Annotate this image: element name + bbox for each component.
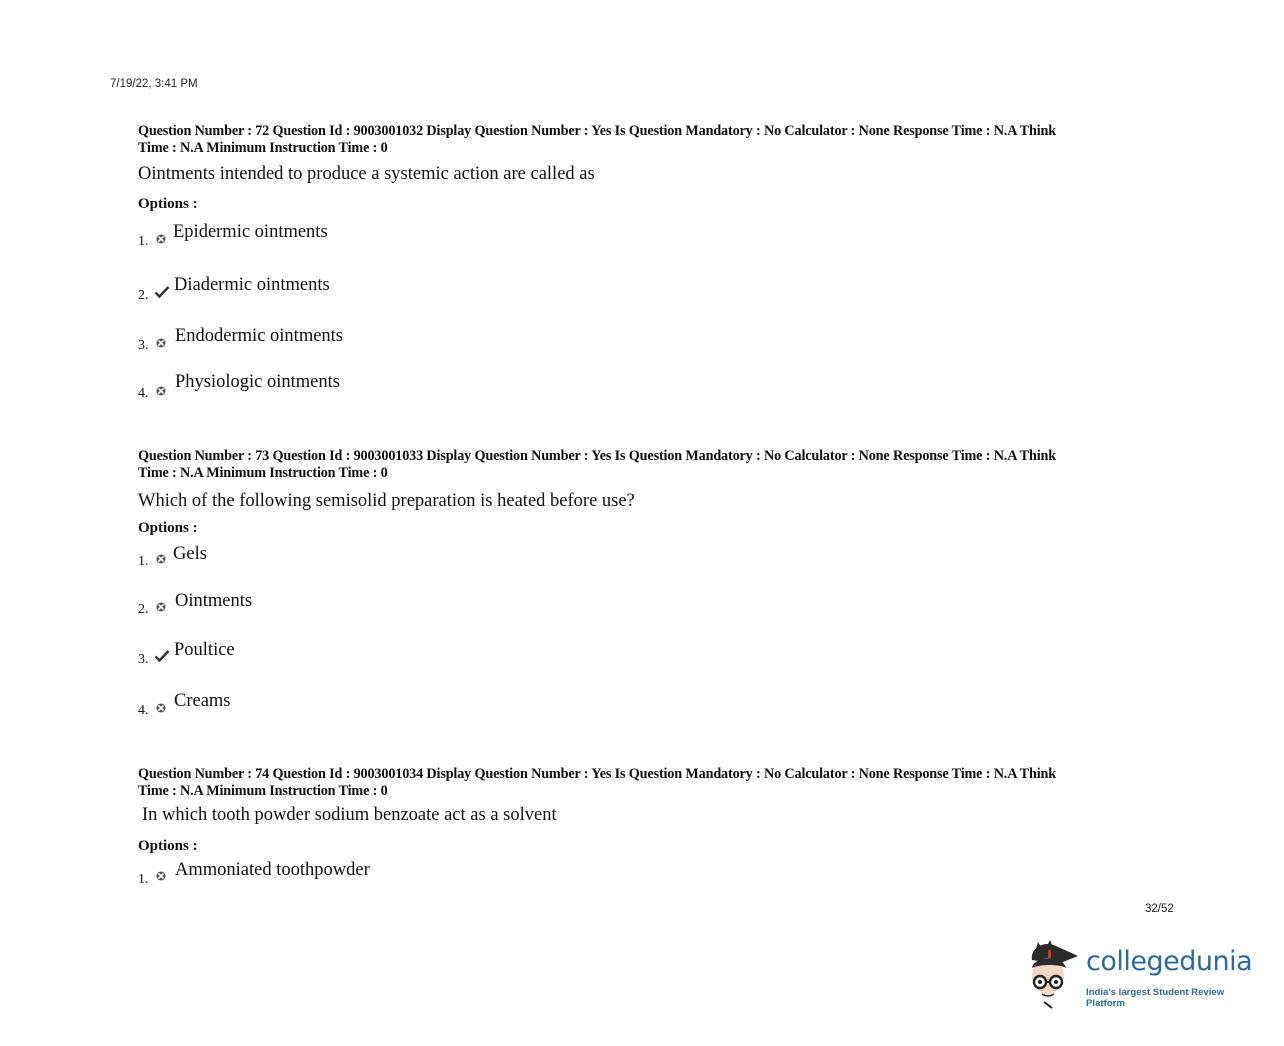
- cross-icon: [154, 869, 168, 883]
- option-text: Endodermic ointments: [175, 326, 344, 346]
- cross-icon: [154, 384, 168, 398]
- option-text: Epidermic ointments: [173, 222, 328, 242]
- option-number: 4.: [138, 703, 149, 718]
- cross-icon: [154, 336, 168, 350]
- question-header: [138, 448, 1153, 482]
- question-text: Ointments intended to produce a systemic action are called as: [138, 164, 595, 184]
- cross-icon: [154, 701, 168, 715]
- option-text: Ammoniated toothpowder: [175, 860, 370, 880]
- question-block: [138, 448, 1153, 728]
- print-timestamp: 7/19/22, 3:41 PM: [110, 78, 198, 90]
- options-label: Options :: [138, 520, 198, 536]
- option-number: 2.: [138, 288, 149, 303]
- options-label: Options :: [138, 196, 198, 212]
- mascot-icon: [1024, 938, 1084, 1010]
- option-text: Ointments: [175, 591, 253, 611]
- question-block: [138, 123, 1153, 403]
- option-text: Poultice: [174, 640, 235, 660]
- option-number: 3.: [138, 652, 149, 667]
- cross-icon: [154, 600, 168, 614]
- question-header-line: Question Number : 73 Question Id : 9003001033 Display Question Number : Yes Is Question Mandatory : No Calculator : None Response Time : N.A Think: [138, 448, 1056, 464]
- question-header-line: Question Number : 74 Question Id : 9003001034 Display Question Number : Yes Is Question Mandatory : No Calculator : None Response Time : N.A Think: [138, 766, 1056, 782]
- page-number: 32/52: [1145, 903, 1174, 915]
- option-number: 3.: [138, 338, 149, 353]
- logo-tagline: India's largest Student Review Platform: [1086, 987, 1225, 1009]
- option-number: 4.: [138, 386, 149, 401]
- logo-wordmark: collegedunia: [1086, 946, 1253, 977]
- question-text: Which of the following semisolid preparation is heated before use?: [138, 491, 635, 511]
- collegedunia-logo: [1024, 938, 1254, 1010]
- cross-icon: [154, 232, 168, 246]
- question-block: [138, 766, 1153, 896]
- option-text: Diadermic ointments: [174, 275, 330, 295]
- option-text: Physiologic ointments: [175, 372, 340, 392]
- question-header: [138, 123, 1153, 157]
- option-number: 1.: [138, 554, 149, 569]
- question-header-line: Time : N.A Minimum Instruction Time : 0: [138, 140, 388, 156]
- options-label: Options :: [138, 838, 198, 854]
- question-header-line: Time : N.A Minimum Instruction Time : 0: [138, 783, 388, 799]
- option-number: 1.: [138, 234, 149, 249]
- cross-icon: [154, 552, 168, 566]
- question-text: In which tooth powder sodium benzoate act as a solvent: [142, 805, 557, 825]
- question-header: [138, 766, 1153, 800]
- option-number: 2.: [138, 602, 149, 617]
- question-header-line: Question Number : 72 Question Id : 9003001032 Display Question Number : Yes Is Question Mandatory : No Calculator : None Response Time : N.A Think: [138, 123, 1056, 139]
- check-icon: [154, 285, 170, 299]
- check-icon: [154, 649, 170, 663]
- option-number: 1.: [138, 872, 149, 887]
- option-text: Creams: [174, 691, 231, 711]
- question-header-line: Time : N.A Minimum Instruction Time : 0: [138, 465, 388, 481]
- option-text: Gels: [173, 544, 207, 564]
